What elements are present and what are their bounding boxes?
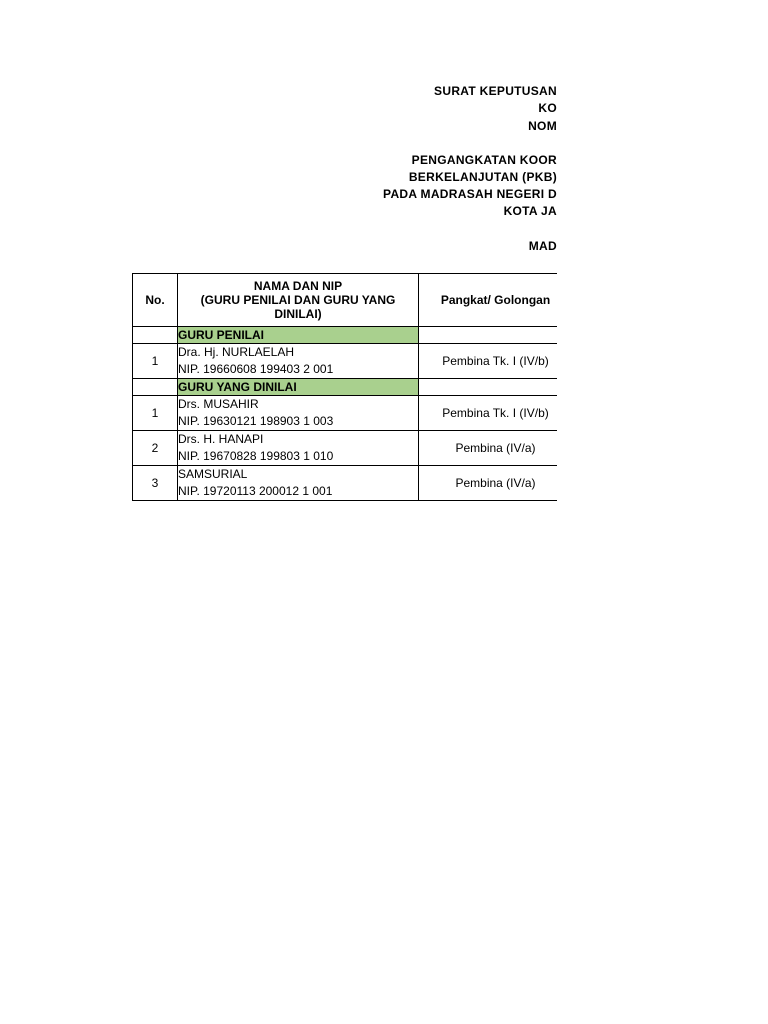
row-number: 2: [133, 431, 178, 466]
row-name-cell: [178, 344, 419, 379]
section-empty-no: [133, 379, 178, 396]
section-row-guru-yang-dinilai: [133, 379, 558, 396]
row-pangkat: Pembina (IV/a): [419, 466, 558, 501]
column-header-name: [178, 274, 419, 327]
section-row-guru-penilai: [133, 327, 558, 344]
row-name-cell: [178, 396, 419, 431]
data-table: [132, 273, 557, 501]
table-row: [133, 396, 558, 431]
header-line-2: KO: [538, 101, 557, 115]
header-line-5: BERKELANJUTAN (PKB): [408, 170, 557, 184]
column-header-name-line-1: NAMA DAN NIP: [253, 279, 343, 293]
row-pangkat: Pembina Tk. I (IV/b): [419, 396, 558, 431]
row-name: Drs. MUSAHIR: [178, 397, 259, 411]
table-row: [133, 431, 558, 466]
section-empty-no: [133, 327, 178, 344]
row-name-cell: [178, 466, 419, 501]
row-pangkat: Pembina (IV/a): [419, 431, 558, 466]
section-empty-pangkat: [419, 379, 558, 396]
row-number: 1: [133, 344, 178, 379]
section-label: GURU PENILAI: [178, 327, 419, 344]
section-label: GURU YANG DINILAI: [178, 379, 419, 396]
row-name: Drs. H. HANAPI: [178, 432, 264, 446]
column-header-no: No.: [133, 274, 178, 327]
header-line-1: SURAT KEPUTUSAN: [434, 84, 557, 98]
column-header-name-line-3: DINILAI): [274, 307, 322, 321]
header-line-8: MAD: [528, 239, 557, 253]
row-name: Dra. Hj. NURLAELAH: [178, 345, 295, 359]
row-nip: NIP. 19660608 199403 2 001: [178, 362, 334, 376]
row-number: 1: [133, 396, 178, 431]
header-line-3: NOM: [528, 119, 557, 133]
row-pangkat: Pembina Tk. I (IV/b): [419, 344, 558, 379]
table-header-row: [133, 274, 558, 327]
row-nip: NIP. 19720113 200012 1 001: [178, 484, 333, 498]
header-line-4: PENGANGKATAN KOOR: [411, 153, 557, 167]
row-number: 3: [133, 466, 178, 501]
row-name: SAMSURIAL: [178, 467, 248, 481]
row-nip: NIP. 19630121 198903 1 003: [178, 414, 334, 428]
table-row: [133, 344, 558, 379]
row-name-cell: [178, 431, 419, 466]
column-header-name-line-2: (GURU PENILAI DAN GURU YANG: [200, 293, 396, 307]
row-nip: NIP. 19670828 199803 1 010: [178, 449, 334, 463]
column-header-pangkat: Pangkat/ Golongan: [419, 274, 558, 327]
table-row: [133, 466, 558, 501]
header-line-6: PADA MADRASAH NEGERI D: [383, 187, 557, 201]
section-empty-pangkat: [419, 327, 558, 344]
header-line-7: KOTA JA: [503, 204, 557, 218]
